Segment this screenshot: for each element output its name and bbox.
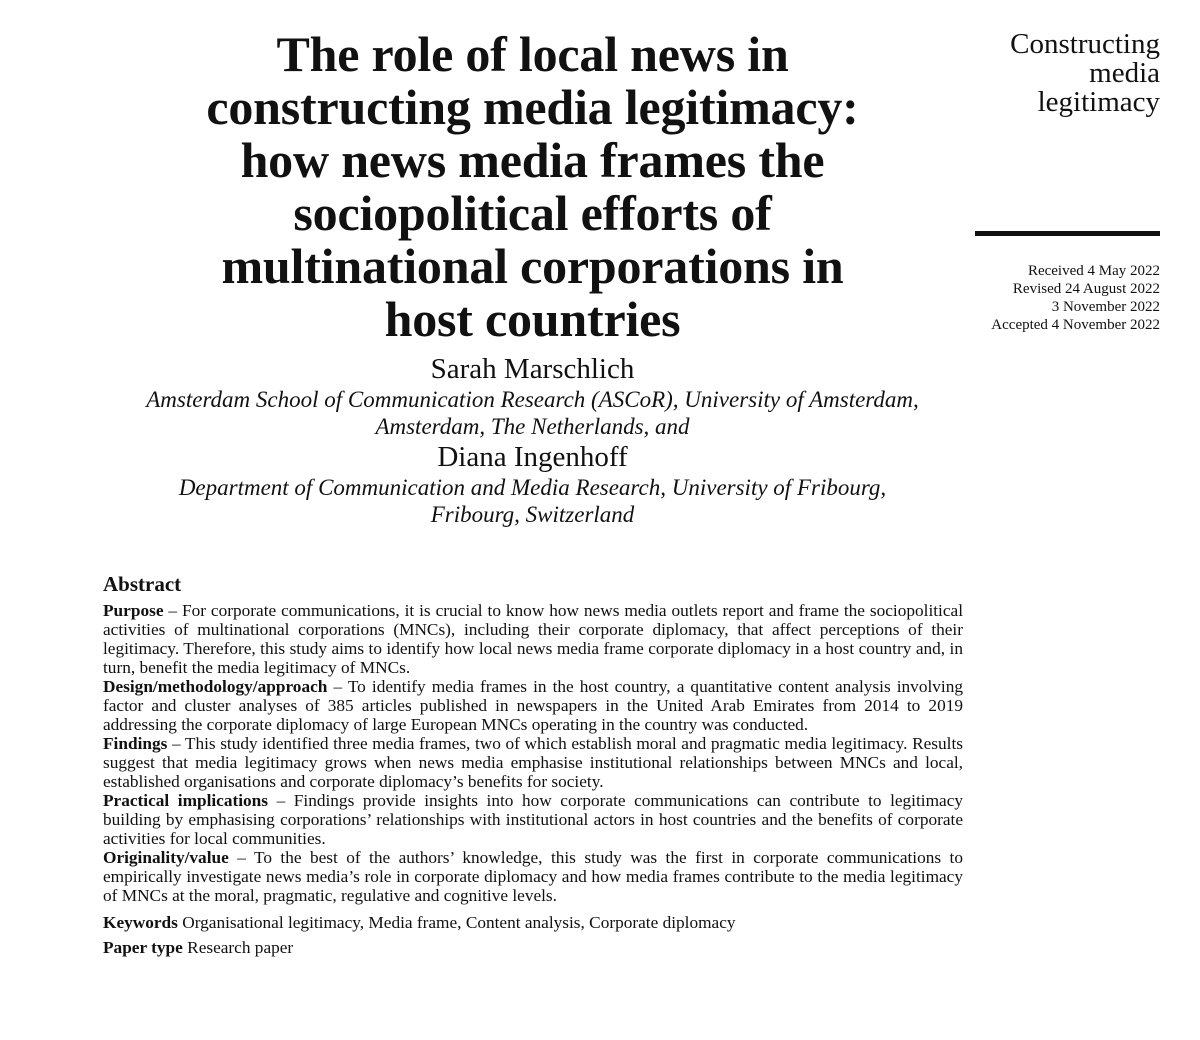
- author-name: Diana Ingenhoff: [437, 441, 628, 473]
- author-affiliation: Department of Communication and Media Research, University of Fribourg,: [178, 475, 887, 500]
- section-label: Practical implications: [103, 791, 269, 810]
- abstract-practical: [103, 791, 963, 848]
- abstract-originality: [103, 848, 963, 905]
- abstract-heading: Abstract: [103, 572, 182, 596]
- title-line: multinational corporations in: [221, 238, 844, 294]
- author-affiliation: Fribourg, Switzerland: [430, 502, 635, 527]
- section-text: – To the best of the authors’ knowledge, this study was the first in corporate communications to empirically investigate news media’s role in corporate diplomacy and how media frames contribute to the media legitimacy of MNCs at the moral, pragmatic, regulative and cognitive levels.: [103, 848, 963, 905]
- author-affiliation: Amsterdam School of Communication Research (ASCoR), University of Amsterdam,: [146, 387, 919, 412]
- submission-dates: [940, 262, 1160, 334]
- section-label: Findings: [103, 734, 168, 753]
- divider-rule: [975, 231, 1160, 236]
- running-head-line: Constructing: [1010, 28, 1160, 60]
- abstract-purpose: [103, 601, 963, 677]
- author-block: [95, 352, 970, 528]
- keywords: [103, 913, 963, 932]
- date-revised: Revised 24 August 2022: [1012, 281, 1160, 297]
- author-name: Sarah Marschlich: [430, 353, 635, 385]
- paper-type-text: Research paper: [182, 938, 294, 957]
- running-head-line: media: [1089, 57, 1160, 89]
- abstract-findings: [103, 734, 963, 791]
- author-affiliation: Amsterdam, The Netherlands, and: [375, 414, 690, 439]
- section-text: – Findings provide insights into how corporate communications can contribute to legitimacy building by emphasising corporations’ relationships with institutional actors in host countries and the benefits of corporate activities for local communities.: [103, 791, 964, 848]
- paper-type-label: Paper type: [103, 938, 183, 957]
- section-text: – For corporate communications, it is crucial to know how news media outlets report and frame the sociopolitical activities of multinational corporations (MNCs), including their corporate diplomacy, that affect perceptions of their legitimacy. Therefore, this study aims to identify how local news media frame corporate diplomacy in a host country and, in turn, benefit the media legitimacy of MNCs.: [103, 601, 963, 677]
- paper-type: [103, 938, 963, 957]
- keywords-label: Keywords: [103, 913, 178, 932]
- abstract-design: [103, 677, 963, 734]
- date-received: Received 4 May 2022: [1027, 263, 1160, 279]
- running-head-line: legitimacy: [1037, 86, 1160, 118]
- title-line: how news media frames the: [240, 132, 825, 188]
- running-head: [960, 30, 1160, 117]
- title-line: The role of local news in: [276, 26, 789, 82]
- article-title: [95, 28, 970, 346]
- title-line: sociopolitical efforts of: [293, 185, 772, 241]
- section-label: Originality/value: [103, 848, 229, 867]
- section-text: – To identify media frames in the host country, a quantitative content analysis involving factor and cluster analyses of 385 articles published in newspapers in the United Arab Emirates from 2014 to 2019 addressing the corporate diplomacy of large European MNCs operating in the country was conducted.: [103, 677, 963, 734]
- section-label: Design/methodology/approach: [103, 677, 328, 696]
- abstract: [103, 571, 963, 957]
- date-accepted: Accepted 4 November 2022: [991, 317, 1160, 333]
- keywords-text: Organisational legitimacy, Media frame, Content analysis, Corporate diplomacy: [177, 913, 736, 932]
- date-revised-2: 3 November 2022: [1051, 299, 1160, 315]
- section-label: Purpose: [103, 601, 164, 620]
- title-line: constructing media legitimacy:: [206, 79, 859, 135]
- section-text: – This study identified three media frames, two of which establish moral and pragmatic media legitimacy. Results suggest that media legitimacy grows when news media emphasise institutional relationships between MNCs and local, established organisations and corporate diplomacy’s benefits for society.: [103, 734, 963, 791]
- title-line: host countries: [384, 291, 681, 347]
